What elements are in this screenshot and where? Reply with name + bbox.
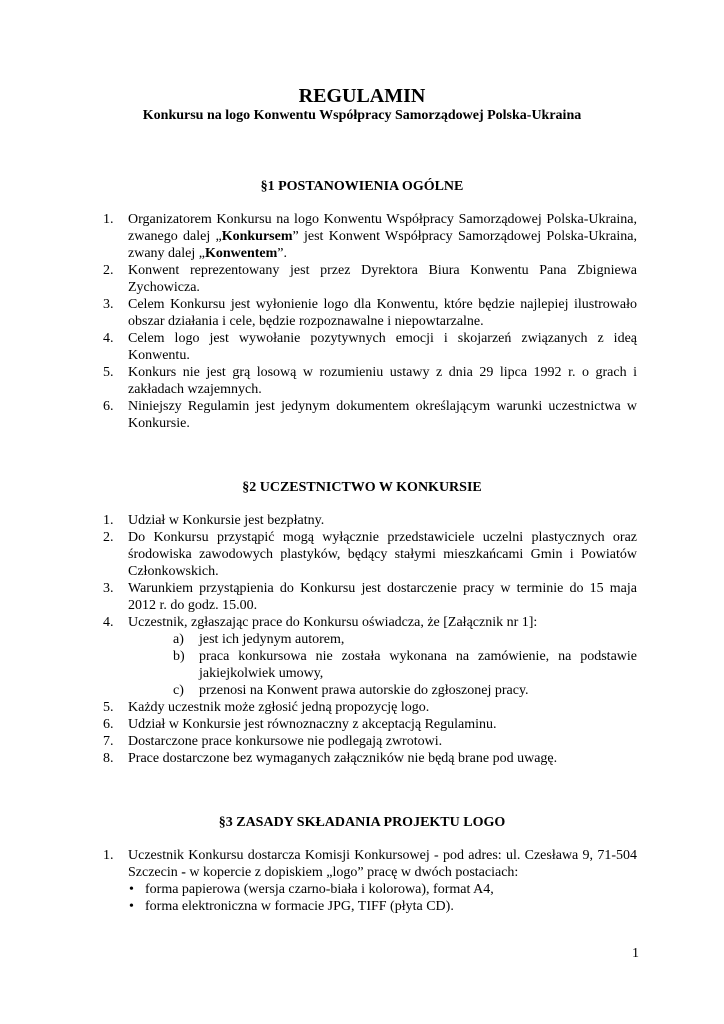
list-item (103, 211, 637, 262)
list-item (103, 529, 637, 580)
list-item-text: Do Konkursu przystąpić mogą wyłącznie przedstawiciele uczelni plastycznych oraz środowiska zawodowych plastyków, będący stałymi mieszkańcami Gmin i Powiatów Członkowskich. (128, 530, 637, 579)
list-item-text: Uczestnik Konkursu dostarcza Komisji Konkursowej - pod adres: ul. Czesława 9, 71-504 Szczecin - w kopercie z dopiskiem „logo” pracę w dwóch postaciach: (128, 848, 637, 880)
bullet-list (128, 881, 637, 915)
list-item-text: Dostarczone prace konkursowe nie podlegają zwrotowi. (128, 734, 443, 749)
list-item-text: Celem logo jest wywołanie pozytywnych emocji i skojarzeń związanych z ideą Konwentu. (128, 331, 637, 363)
sub-list-item (128, 631, 637, 648)
list-item (103, 512, 637, 529)
list-item-text: Konkurs nie jest grą losową w rozumieniu ustawy z dnia 29 lipca 1992 r. o grach i zakładach wzajemnych. (128, 365, 637, 397)
list-item (103, 699, 637, 716)
list-item-number: 3. (103, 297, 114, 312)
list-item-number: 1. (103, 848, 114, 863)
list-item (103, 296, 637, 330)
bullet-item (128, 898, 637, 915)
list-item-number: 4. (103, 331, 114, 346)
list-item (103, 330, 637, 364)
list-item-text: Organizatorem Konkursu na logo Konwentu Współpracy Samorządowej Polska-Ukraina, zwanego dalej „Konkursem” jest Konwent Współpracy Samorządowej Polska-Ukraina, zwany dalej „Konwentem”. (128, 212, 637, 261)
list-item (103, 364, 637, 398)
section1-heading: §1 POSTANOWIENIA OGÓLNE (260, 179, 464, 194)
sub-list-item (128, 682, 637, 699)
section3-heading: §3 ZASADY SKŁADANIA PROJEKTU LOGO (218, 815, 506, 830)
sub-list-letter: a) (173, 632, 184, 647)
list-item (103, 262, 637, 296)
sub-list-text: przenosi na Konwent prawa autorskie do zgłoszonej pracy. (199, 683, 529, 698)
list-item-text: Celem Konkursu jest wyłonienie logo dla Konwentu, które będzie najlepiej ilustrowało obszar działania i cele, będzie rozpoznawalne i niepowtarzalne. (128, 297, 637, 329)
list-item-number: 5. (103, 700, 114, 715)
list-item-number: 1. (103, 513, 114, 528)
sub-list-letter: b) (173, 649, 185, 664)
list-item (103, 750, 637, 767)
bullet-text: forma elektroniczna w formacie JPG, TIFF (płyta CD). (145, 899, 454, 914)
bullet-icon: • (129, 899, 134, 914)
sub-list-text: praca konkursowa nie została wykonana na zamówienie, na podstawie jakiejkolwiek umowy, (199, 649, 637, 681)
list-item-number: 6. (103, 399, 114, 414)
list-item-number: 2. (103, 530, 114, 545)
document-subtitle: Konkursu na logo Konwentu Współpracy Samorządowej Polska-Ukraina (142, 108, 582, 123)
list-item-text: Niniejszy Regulamin jest jedynym dokumentem określającym warunki uczestnictwa w Konkursie. (128, 399, 637, 431)
list-item-number: 1. (103, 212, 114, 227)
list-item-text: Udział w Konkursie jest równoznaczny z akceptacją Regulaminu. (128, 717, 497, 732)
list-item-number: 7. (103, 734, 114, 749)
list-item-text: Warunkiem przystąpienia do Konkursu jest dostarczenie pracy w terminie do 15 maja 2012 r. do godz. 15.00. (128, 581, 637, 613)
section2-heading: §2 UCZESTNICTWO W KONKURSIE (242, 480, 482, 495)
list-item-text: Udział w Konkursie jest bezpłatny. (128, 513, 325, 528)
page-number: 1 (632, 946, 639, 961)
list-item-number: 6. (103, 717, 114, 732)
list-item-number: 4. (103, 615, 114, 630)
list-item-text: Uczestnik, zgłaszając prace do Konkursu oświadcza, że [Załącznik nr 1]: (128, 615, 538, 630)
bullet-item (128, 881, 637, 898)
list-item (103, 847, 637, 915)
term-konwent: Konwentem (204, 246, 278, 261)
list-item (103, 716, 637, 733)
sub-list-item (128, 648, 637, 682)
section2-list (103, 512, 637, 767)
section3-list (103, 847, 637, 915)
list-item-text: Konwent reprezentowany jest przez Dyrektora Biura Konwentu Pana Zbigniewa Zychowicza. (128, 263, 637, 295)
term-konkurs: Konkursem (221, 229, 293, 244)
list-item-number: 2. (103, 263, 114, 278)
sub-list (128, 631, 637, 699)
list-item (103, 733, 637, 750)
sub-list-letter: c) (173, 683, 184, 698)
list-item (103, 614, 637, 699)
list-item (103, 580, 637, 614)
list-item-number: 5. (103, 365, 114, 380)
bullet-icon: • (129, 882, 134, 897)
bullet-text: forma papierowa (wersja czarno-biała i kolorowa), format A4, (145, 882, 494, 897)
sub-list-text: jest ich jedynym autorem, (199, 632, 345, 647)
section1-list (103, 211, 637, 432)
list-item-number: 3. (103, 581, 114, 596)
list-item-number: 8. (103, 751, 114, 766)
list-item-text: Każdy uczestnik może zgłosić jedną propozycję logo. (128, 700, 430, 715)
list-item-text: Prace dostarczone bez wymaganych załączników nie będą brane pod uwagę. (128, 751, 558, 766)
list-item (103, 398, 637, 432)
document-title: REGULAMIN (298, 85, 426, 107)
